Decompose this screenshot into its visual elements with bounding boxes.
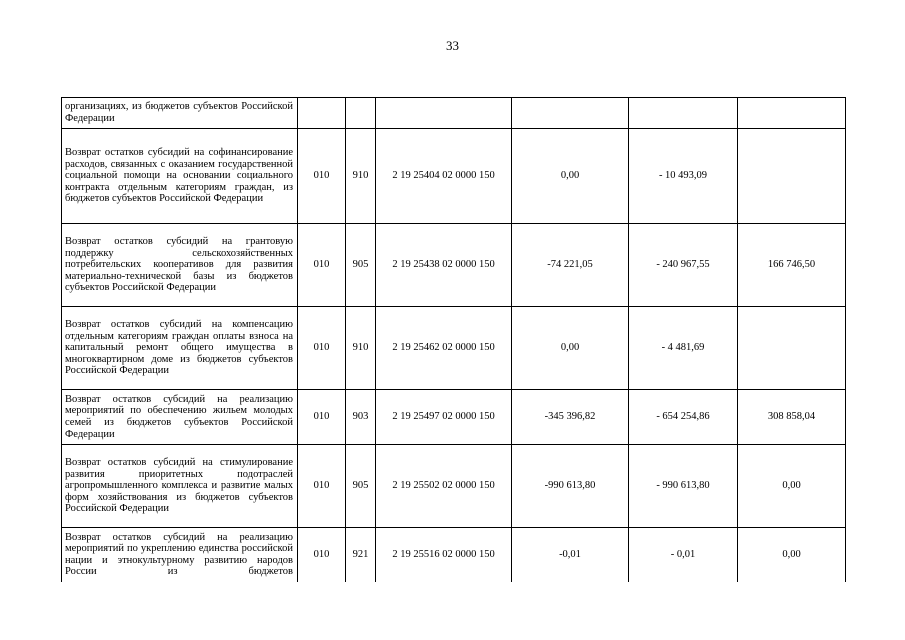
kbk-cell: 2 19 25516 02 0000 150	[376, 528, 512, 582]
code-cell	[298, 98, 346, 129]
value-cell-1: -990 613,80	[512, 445, 629, 528]
admin-code-cell: 910	[346, 129, 376, 224]
value-cell-2: - 240 967,55	[629, 224, 738, 307]
value-cell-2: - 4 481,69	[629, 307, 738, 390]
value-cell-3	[738, 307, 846, 390]
table-row	[62, 528, 846, 582]
value-cell-1: -0,01	[512, 528, 629, 582]
admin-code-cell: 921	[346, 528, 376, 582]
code-cell: 010	[298, 390, 346, 445]
row-description: Возврат остатков субсидий на софинансирование расходов, связанных с оказанием государственной социальной помощи на основании социального контракта отдельным категориям граждан, из бюджетов субъектов Российской Федерации	[62, 129, 298, 224]
table-row	[62, 224, 846, 307]
admin-code-cell: 903	[346, 390, 376, 445]
table-row	[62, 390, 846, 445]
admin-code-cell: 910	[346, 307, 376, 390]
row-description: Возврат остатков субсидий на реализацию мероприятий по укреплению единства российской нации и этнокультурному развитию народов России из бюджетов	[62, 528, 298, 582]
row-description: Возврат остатков субсидий на грантовую поддержку сельскохозяйственных потребительских кооперативов для развития материально-технической базы из бюджетов субъектов Российской Федерации	[62, 224, 298, 307]
table-row	[62, 445, 846, 528]
code-cell: 010	[298, 528, 346, 582]
value-cell-1: 0,00	[512, 129, 629, 224]
kbk-cell: 2 19 25502 02 0000 150	[376, 445, 512, 528]
kbk-cell	[376, 98, 512, 129]
value-cell-1: -345 396,82	[512, 390, 629, 445]
kbk-cell: 2 19 25497 02 0000 150	[376, 390, 512, 445]
value-cell-2	[629, 98, 738, 129]
page-number: 33	[446, 38, 459, 53]
value-cell-2: - 10 493,09	[629, 129, 738, 224]
row-description: Возврат остатков субсидий на компенсацию отдельным категориям граждан оплаты взноса на капитальный ремонт общего имущества в многоквартирном доме из бюджетов субъектов Российской Федерации	[62, 307, 298, 390]
kbk-cell: 2 19 25462 02 0000 150	[376, 307, 512, 390]
value-cell-3	[738, 98, 846, 129]
value-cell-3: 0,00	[738, 528, 846, 582]
value-cell-3	[738, 129, 846, 224]
value-cell-2: - 0,01	[629, 528, 738, 582]
budget-table	[61, 97, 846, 582]
value-cell-1	[512, 98, 629, 129]
code-cell: 010	[298, 307, 346, 390]
kbk-cell: 2 19 25404 02 0000 150	[376, 129, 512, 224]
admin-code-cell: 905	[346, 445, 376, 528]
value-cell-1: 0,00	[512, 307, 629, 390]
value-cell-3: 166 746,50	[738, 224, 846, 307]
table-row	[62, 129, 846, 224]
kbk-cell: 2 19 25438 02 0000 150	[376, 224, 512, 307]
row-description: организациях, из бюджетов субъектов Российской Федерации	[62, 98, 298, 129]
row-description: Возврат остатков субсидий на стимулирование развития приоритетных подотраслей агропромышленного комплекса и развитие малых форм хозяйствования из бюджетов субъектов Российской Федерации	[62, 445, 298, 528]
value-cell-3: 308 858,04	[738, 390, 846, 445]
value-cell-2: - 654 254,86	[629, 390, 738, 445]
code-cell: 010	[298, 445, 346, 528]
admin-code-cell: 905	[346, 224, 376, 307]
table-row	[62, 98, 846, 129]
admin-code-cell	[346, 98, 376, 129]
code-cell: 010	[298, 129, 346, 224]
code-cell: 010	[298, 224, 346, 307]
table-row	[62, 307, 846, 390]
value-cell-1: -74 221,05	[512, 224, 629, 307]
value-cell-2: - 990 613,80	[629, 445, 738, 528]
row-description: Возврат остатков субсидий на реализацию мероприятий по обеспечению жильем молодых семей из бюджетов субъектов Российской Федерации	[62, 390, 298, 445]
value-cell-3: 0,00	[738, 445, 846, 528]
